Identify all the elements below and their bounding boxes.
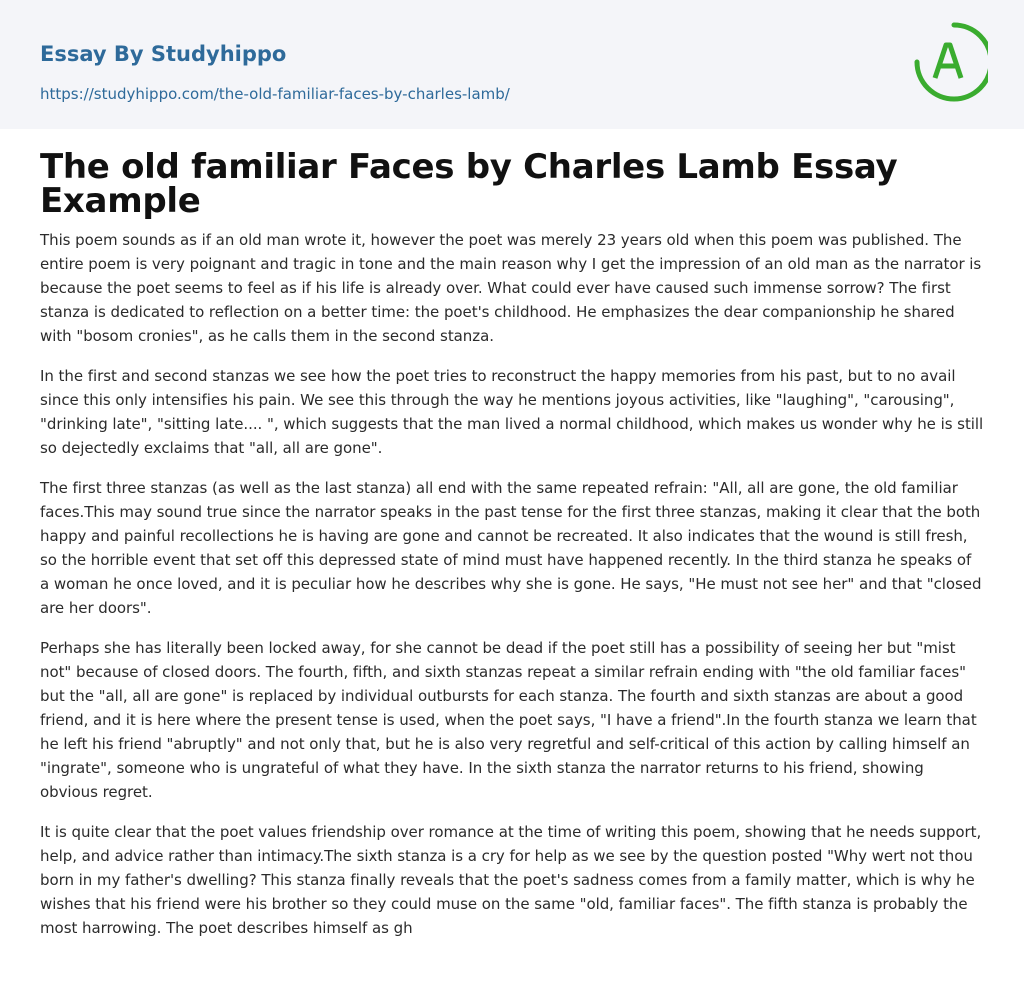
essay-paragraph: It is quite clear that the poet values friendship over romance at the time of writing this poem, showing that he needs support, help, and advice rather than intimacy.The sixth stanza is a cry for help as we see by the question posted "Why wert not thou born in my father's dwelling? This stanza finally reveals that the poet's sadness comes from a family matter, which is why he wishes that his friend were his brother so they could muse on the same "old, familiar faces". The fifth stanza is probably the most harrowing. The poet describes himself as gh	[40, 823, 982, 937]
essay-paragraph: This poem sounds as if an old man wrote it, however the poet was merely 23 years old when this poem was published. The entire poem is very poignant and tragic in tone and the main reason why I get the impression of an old man as the narrator is because the poet seems to feel as if his life is already over. What could ever have caused such immense sorrow? The first stanza is dedicated to reflection on a better time: the poet's childhood. He emphasizes the dear companionship he shared with "bosom cronies", as he calls them in the second stanza.	[40, 231, 982, 345]
logo-icon	[912, 20, 988, 104]
page-header	[0, 0, 1024, 129]
article	[0, 147, 1024, 940]
essay-title: The old familiar Faces by Charles Lamb Essay Example	[40, 147, 898, 221]
site-brand-title[interactable]: Essay By Studyhippo	[40, 42, 287, 66]
studyhippo-logo[interactable]	[912, 20, 988, 104]
essay-paragraph: Perhaps she has literally been locked away, for she cannot be dead if the poet still has a possibility of seeing her but "mist not" because of closed doors. The fourth, fifth, and sixth stanzas repeat a similar refrain ending with "the old familiar faces" but the "all, all are gone" is replaced by individual outbursts for each stanza. The fourth and sixth stanzas are about a good friend, and it is here where the present tense is used, when the poet says, "I have a friend".In the fourth stanza we learn that he left his friend "abruptly" and not only that, but he is also very regretful and self-critical of this action by calling himself an "ingrate", someone who is ungrateful of what they have. In the sixth stanza the narrator returns to his friend, showing obvious regret.	[40, 639, 977, 801]
essay-source-link[interactable]: https://studyhippo.com/the-old-familiar-faces-by-charles-lamb/	[40, 85, 510, 103]
essay-paragraph: In the first and second stanzas we see how the poet tries to reconstruct the happy memories from his past, but to no avail since this only intensifies his pain. We see this through the way he mentions joyous activities, like "laughing", "carousing", "drinking late", "sitting late.... ", which suggests that the man lived a normal childhood, which makes us wonder why he is still so dejectedly exclaims that "all, all are gone".	[40, 367, 984, 457]
essay-paragraph: The first three stanzas (as well as the last stanza) all end with the same repeated refrain: "All, all are gone, the old familiar faces.This may sound true since the narrator speaks in the past tense for the first three stanzas, making it clear that the both happy and painful recollections he is having are gone and cannot be recreated. It also indicates that the wound is still fresh, so the horrible event that set off this depressed state of mind must have happened recently. In the third stanza he speaks of a woman he once loved, and it is peculiar how he describes why she is gone. He says, "He must not see her" and that "closed are her doors".	[40, 479, 982, 617]
